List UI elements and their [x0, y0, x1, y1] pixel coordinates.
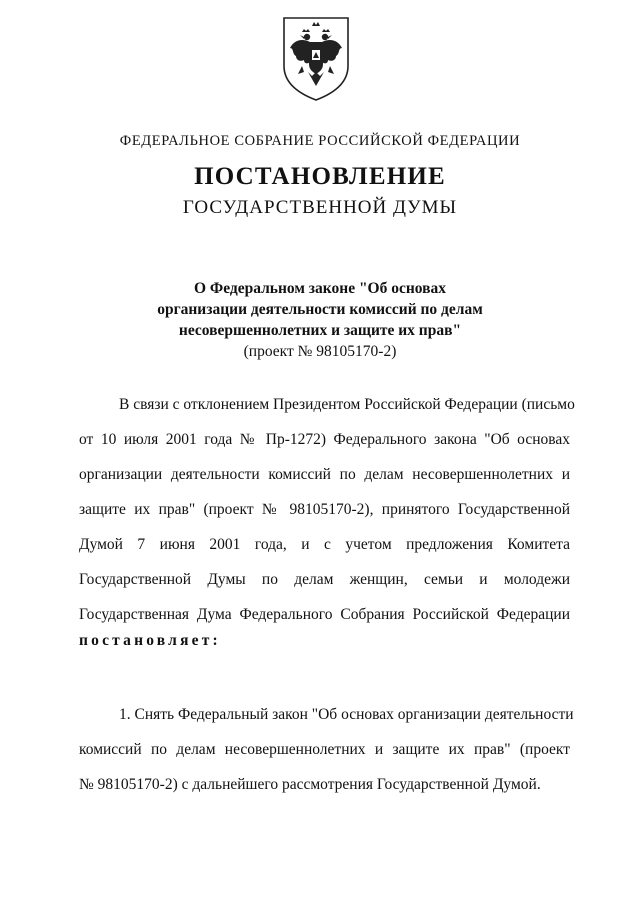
paragraph-line: 1. Снять Федеральный закон "Об основах организации деятельности: [119, 706, 574, 723]
paragraph-line: Государственная Дума Федерального Собрания Российской Федерации: [79, 606, 570, 623]
subject-line: несовершеннолетних и защите их прав": [178, 322, 462, 339]
project-number: (проект № 98105170-2): [243, 343, 397, 360]
document-subject: [0, 278, 640, 362]
subject-line: О Федеральном законе "Об основах: [193, 280, 447, 297]
paragraph-line: комиссий по делам несовершеннолетних и защите их прав" (проект: [79, 741, 570, 758]
item-1-paragraph: [79, 697, 574, 802]
document-type: ПОСТАНОВЛЕНИЕ: [194, 163, 446, 190]
preamble-paragraph: [79, 387, 575, 632]
paragraph-line: от 10 июля 2001 года № Пр-1272) Федерального закона "Об основах: [79, 431, 570, 448]
organization-name: ФЕДЕРАЛЬНОЕ СОБРАНИЕ РОССИЙСКОЙ ФЕДЕРАЦИИ: [119, 133, 521, 149]
paragraph-line: Государственной Думы по делам женщин, семьи и молодежи: [79, 571, 570, 588]
state-emblem-icon: [278, 14, 354, 104]
paragraph-line: № 98105170-2) с дальнейшего рассмотрения Государственной Думой.: [79, 776, 541, 793]
paragraph-line: Думой 7 июня 2001 года, и с учетом предложения Комитета: [79, 536, 570, 553]
document-issuer: ГОСУДАРСТВЕННОЙ ДУМЫ: [182, 197, 458, 218]
decree-word: постановляет:: [79, 632, 221, 649]
paragraph-line: В связи с отклонением Президентом Российской Федерации (письмо: [119, 396, 575, 413]
subject-line: организации деятельности комиссий по делам: [157, 301, 483, 318]
paragraph-line: защите их прав" (проект № 98105170-2), принятого Государственной: [79, 501, 570, 518]
paragraph-line: организации деятельности комиссий по делам несовершеннолетних и: [79, 466, 570, 483]
